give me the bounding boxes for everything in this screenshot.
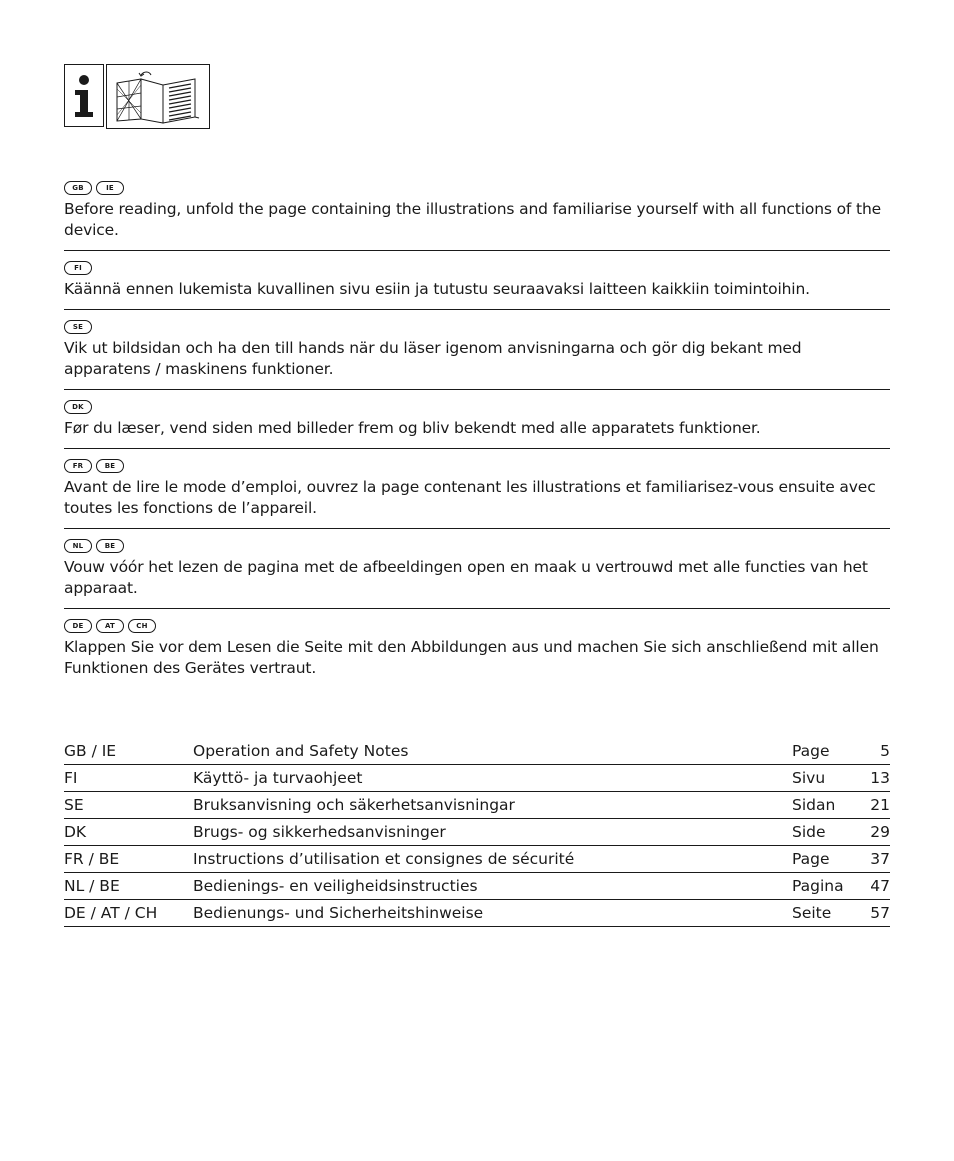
country-badges bbox=[64, 319, 890, 335]
section-text: Vik ut bildsidan och ha den till hands när du läser igenom anvisningarna och gör dig bekant med apparatens / maskinens funktioner. bbox=[64, 339, 802, 378]
country-badge: DK bbox=[64, 400, 92, 414]
toc-title: Bedienings- en veiligheidsinstructies bbox=[193, 873, 792, 900]
table-row bbox=[64, 738, 890, 765]
toc-page-label: Page bbox=[792, 738, 850, 765]
table-row bbox=[64, 846, 890, 873]
section-se bbox=[64, 319, 890, 390]
toc-page-label: Pagina bbox=[792, 873, 850, 900]
toc-page-label: Sidan bbox=[792, 792, 850, 819]
toc-title: Operation and Safety Notes bbox=[193, 738, 792, 765]
country-badge: CH bbox=[128, 619, 156, 633]
toc-page-number: 57 bbox=[850, 900, 890, 927]
section-text: Vouw vóór het lezen de pagina met de afbeeldingen open en maak u vertrouwd met alle functies van het apparaat. bbox=[64, 558, 868, 597]
toc-code: DK bbox=[64, 819, 193, 846]
country-badge: IE bbox=[96, 181, 124, 195]
toc-title: Bedienungs- und Sicherheitshinweise bbox=[193, 900, 792, 927]
section-text: Før du læser, vend siden med billeder frem og bliv bekendt med alle apparatets funktioner. bbox=[64, 419, 761, 437]
toc-page-label: Side bbox=[792, 819, 850, 846]
toc-page-number: 5 bbox=[850, 738, 890, 765]
section-dk bbox=[64, 399, 890, 449]
toc-page-number: 47 bbox=[850, 873, 890, 900]
toc-page-number: 13 bbox=[850, 765, 890, 792]
toc-page-label: Seite bbox=[792, 900, 850, 927]
table-row bbox=[64, 873, 890, 900]
toc-code: NL / BE bbox=[64, 873, 193, 900]
country-badge: BE bbox=[96, 459, 124, 473]
fold-out-page-icon bbox=[106, 64, 210, 129]
country-badge: GB bbox=[64, 181, 92, 195]
country-badge: BE bbox=[96, 539, 124, 553]
language-sections bbox=[64, 180, 890, 697]
toc-code: DE / AT / CH bbox=[64, 900, 193, 927]
toc-code: GB / IE bbox=[64, 738, 193, 765]
country-badge: NL bbox=[64, 539, 92, 553]
toc-title: Käyttö- ja turvaohjeet bbox=[193, 765, 792, 792]
country-badge: FR bbox=[64, 459, 92, 473]
section-text: Before reading, unfold the page containing the illustrations and familiarise yourself with all functions of the device. bbox=[64, 200, 882, 239]
section-text: Avant de lire le mode d’emploi, ouvrez la page contenant les illustrations et familiarisez-vous ensuite avec toutes les fonctions de l’appareil. bbox=[64, 478, 876, 517]
country-badge: DE bbox=[64, 619, 92, 633]
section-fr-be bbox=[64, 458, 890, 529]
toc-page-number: 21 bbox=[850, 792, 890, 819]
country-badges bbox=[64, 260, 890, 276]
toc-code: FR / BE bbox=[64, 846, 193, 873]
country-badge: SE bbox=[64, 320, 92, 334]
country-badges bbox=[64, 180, 890, 196]
section-text: Käännä ennen lukemista kuvallinen sivu esiin ja tutustu seuraavaksi laitteen kaikkiin toimintoihin. bbox=[64, 280, 810, 298]
header-icons bbox=[64, 64, 210, 129]
table-of-contents bbox=[64, 738, 890, 927]
toc-title: Brugs- og sikkerhedsanvisninger bbox=[193, 819, 792, 846]
toc-page-label: Page bbox=[792, 846, 850, 873]
section-nl-be bbox=[64, 538, 890, 609]
country-badges bbox=[64, 538, 890, 554]
table-row bbox=[64, 765, 890, 792]
table-row bbox=[64, 900, 890, 927]
table-row bbox=[64, 819, 890, 846]
country-badge: AT bbox=[96, 619, 124, 633]
toc-page-number: 29 bbox=[850, 819, 890, 846]
toc-page-number: 37 bbox=[850, 846, 890, 873]
section-text: Klappen Sie vor dem Lesen die Seite mit den Abbildungen aus und machen Sie sich anschließend mit allen Funktionen des Gerätes vertraut. bbox=[64, 638, 879, 677]
info-icon bbox=[64, 64, 104, 127]
toc-code: FI bbox=[64, 765, 193, 792]
section-gb-ie bbox=[64, 180, 890, 251]
toc-page-label: Sivu bbox=[792, 765, 850, 792]
section-de-at-ch bbox=[64, 618, 890, 688]
table-row bbox=[64, 792, 890, 819]
toc-title: Bruksanvisning och säkerhetsanvisningar bbox=[193, 792, 792, 819]
section-fi bbox=[64, 260, 890, 310]
toc-code: SE bbox=[64, 792, 193, 819]
country-badges bbox=[64, 618, 890, 634]
toc-title: Instructions d’utilisation et consignes de sécurité bbox=[193, 846, 792, 873]
country-badge: FI bbox=[64, 261, 92, 275]
country-badges bbox=[64, 458, 890, 474]
country-badges bbox=[64, 399, 890, 415]
